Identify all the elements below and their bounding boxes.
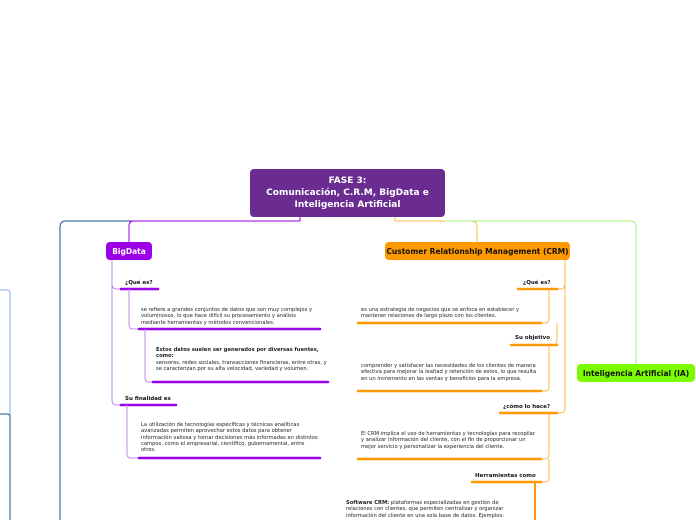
crm-que-es-text[interactable]: es una estrategia de negocios que se enfoca en establecer y mantener relaciones de largo plazo con los clientes.: [361, 307, 520, 320]
crm-que-es-label[interactable]: ¿Qué es?: [523, 280, 551, 286]
crm-software-bold: Software CRM:: [346, 500, 390, 506]
crm-software-text[interactable]: [346, 500, 526, 519]
crm-node[interactable]: Customer Relationship Management (CRM): [385, 242, 570, 260]
crm-software-detail: plataformas especializadas en gestión de relaciones con clientes, que permiten centralizar y organizar información del cliente en una sola base de datos. Ejemplos:: [346, 500, 504, 519]
crm-como-label[interactable]: ¿cómo lo hace?: [503, 404, 551, 410]
central-topic-line2: Comunicación, C.R.M, BigData e: [266, 188, 429, 198]
bigdata-finalidad-text[interactable]: La utilización de tecnologías específicas y técnicas analíticas avanzadas permiten aprovechar estos datos para obtener información valiosa y tomar decisiones más informadas en distintos campos, como el empresarial, científico, gubernamental, entre otros.: [141, 422, 318, 454]
central-topic-line1: FASE 3:: [328, 176, 367, 186]
bigdata-que-es-label[interactable]: ¿Qué es?: [125, 280, 153, 286]
crm-herramientas-label[interactable]: Herramientas como: [475, 473, 536, 479]
crm-objetivo-text[interactable]: comprender y satisfacer las necesidades de los clientes de manera efectiva para mejorar la lealtad y retención de estos, lo que resulta en un incremento en las ventas y beneficios para la empresa.: [361, 363, 537, 382]
bigdata-que-es-text[interactable]: se refiere a grandes conjuntos de datos que son muy complejos y voluminosos, lo que hace difícil su procesamiento y análisis mediante herramientas y métodos convencionales.: [141, 307, 313, 326]
bigdata-fuentes-bold: Estos datos suelen ser generados por diversas fuentes, como:: [156, 347, 319, 360]
bigdata-node[interactable]: BigData: [106, 242, 152, 260]
crm-objetivo-label[interactable]: Su objetivo: [515, 335, 551, 341]
bigdata-fuentes-detail: sensores, redes sociales, transacciones financieras, entre otras, y se caracterizan por su alta velocidad, variedad y volumen.: [156, 359, 327, 372]
bigdata-finalidad-label[interactable]: Su finalidad es: [125, 396, 171, 402]
central-topic-line3: Inteligencia Artificial: [294, 200, 401, 210]
central-topic[interactable]: [250, 169, 445, 217]
ia-node[interactable]: Inteligencia Artificial (IA): [577, 364, 695, 382]
crm-como-text[interactable]: El CRM implica el uso de herramientas y tecnologías para recopilar y analizar información del cliente, con el fin de proporcionar un mejor servicio y personalizar la experiencia del cliente.: [361, 431, 535, 450]
bigdata-fuentes-text[interactable]: [156, 347, 328, 372]
